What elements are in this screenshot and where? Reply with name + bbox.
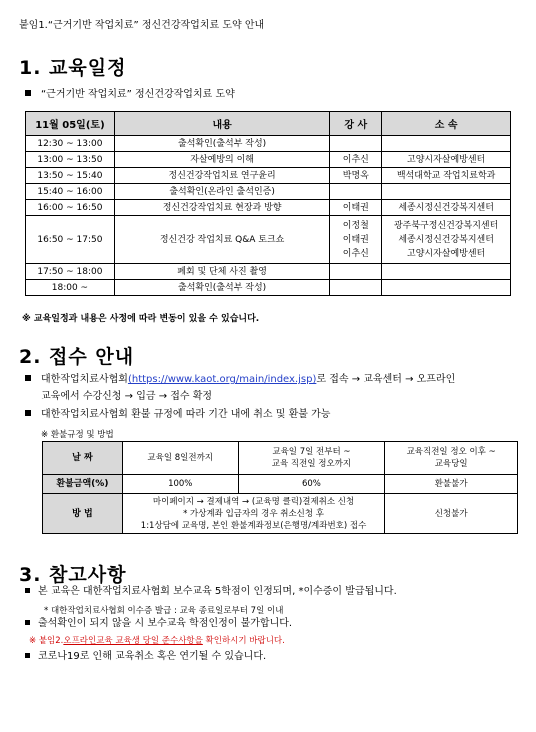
affiliation-line: 고양시자살예방센터 [407, 248, 486, 259]
section2-bullet2: 대한작업치료사협회 환불 규정에 따라 기간 내에 취소 및 환불 가능 [25, 408, 330, 422]
row-time: 15:40 ~ 16:00 [26, 184, 115, 200]
lecturer-line: 이추신 [342, 248, 369, 259]
row-time: 16:50 ~ 17:50 [26, 216, 115, 264]
row-content: 정신건강 작업치료 Q&A 토크쇼 [114, 216, 330, 264]
refund-header-date: 날 짜 [43, 442, 123, 475]
row-time: 17:50 ~ 18:00 [26, 264, 115, 280]
row-time: 16:00 ~ 16:50 [26, 200, 115, 216]
schedule-table [25, 111, 511, 296]
table-row [26, 152, 511, 168]
row-affiliation [382, 216, 511, 264]
refund-cell: 신청불가 [385, 494, 518, 534]
row-lecturer [330, 280, 382, 296]
refund-title: ※ 환불규정 및 방법 [41, 430, 114, 440]
row-affiliation [382, 264, 511, 280]
row-lecturer [330, 136, 382, 152]
section2-title: 2. 접수 안내 [19, 346, 135, 368]
refund-cell: 교육일 7일 전부터 ~ 교육 직전일 정오까지 [238, 442, 385, 475]
section2-bullet1-line2: 교육에서 수강신청 → 입금 → 접수 확정 [41, 391, 213, 402]
refund-row-date [43, 442, 518, 475]
section3-red-note: ※ 붙임2.오프라인교육 교육생 당일 준수사항을 확인하시기 바랍니다. [29, 636, 285, 646]
row-content: 출석확인(온라인 출석인증) [114, 184, 330, 200]
section3-bullet1: 본 교육은 대한작업치료사협회 보수교육 5학점이 인정되며, *이수증이 발급됩니다. [25, 585, 397, 599]
row-lecturer: 이태권 [330, 200, 382, 216]
section3-bullet2: 출석확인이 되지 않을 시 보수교육 학점인정이 불가합니다. [25, 617, 292, 631]
table-row [26, 200, 511, 216]
section1-title: 1. 교육일정 [19, 57, 127, 79]
row-lecturer [330, 264, 382, 280]
bullet-square-icon [25, 588, 30, 593]
kaot-link[interactable]: (https://www.kaot.org/main/index.jsp) [127, 374, 317, 385]
row-affiliation [382, 136, 511, 152]
row-affiliation: 백석대학교 작업치료학과 [382, 168, 511, 184]
table-row [26, 184, 511, 200]
refund-cell: 마이페이지 → 결제내역 → (교육명 클릭)결제취소 신청 * 가상계좌 입금자의 경우 취소신청 후 1:1상담에 교육명, 본인 환불계좌정보(은행명/계좌번호) 접수 [122, 494, 384, 534]
refund-header-amount: 환불금액(%) [43, 475, 123, 494]
row-affiliation: 세종시정신건강복지센터 [382, 200, 511, 216]
section3-bullet3: 코로나19로 인해 교육취소 혹은 연기될 수 있습니다. [25, 650, 266, 664]
refund-table [42, 441, 518, 534]
refund-cell: 교육일 8일전까지 [122, 442, 238, 475]
row-affiliation [382, 184, 511, 200]
bullet-square-icon [25, 620, 30, 625]
header-content: 내용 [114, 112, 330, 136]
bullet-square-icon [25, 90, 31, 96]
row-content: 출석확인(출석부 작성) [114, 136, 330, 152]
row-time: 13:50 ~ 15:40 [26, 168, 115, 184]
refund-cell: 환불불가 [385, 475, 518, 494]
row-content: 자살예방의 이해 [114, 152, 330, 168]
row-lecturer [330, 216, 382, 264]
bullet-square-icon [25, 410, 31, 416]
table-row [26, 168, 511, 184]
lecturer-line: 이정철 [342, 220, 369, 231]
refund-header-method: 방 법 [43, 494, 123, 534]
row-content: 폐회 및 단체 사진 촬영 [114, 264, 330, 280]
bullet-square-icon [25, 375, 31, 381]
attachment-label: 붙임1.“근거기반 작업치료” 정신건강작업치료 도약 안내 [19, 20, 265, 31]
row-content: 정신건강작업치료 현장과 방향 [114, 200, 330, 216]
table-row [26, 216, 511, 264]
row-time: 12:30 ~ 13:00 [26, 136, 115, 152]
row-affiliation [382, 280, 511, 296]
refund-cell: 60% [238, 475, 385, 494]
row-lecturer: 이추신 [330, 152, 382, 168]
section2-bullet1: 대한작업치료사협회(https://www.kaot.org/main/index.jsp)로 접속 → 교육센터 → 오프라인 [25, 373, 520, 387]
header-affiliation: 소 속 [382, 112, 511, 136]
refund-row-method [43, 494, 518, 534]
row-time: 18:00 ~ [26, 280, 115, 296]
row-content: 출석확인(출석부 작성) [114, 280, 330, 296]
bullet-square-icon [25, 653, 30, 658]
row-lecturer: 박명옥 [330, 168, 382, 184]
affiliation-line: 세종시정신건강복지센터 [398, 234, 494, 245]
refund-row-amount [43, 475, 518, 494]
row-lecturer [330, 184, 382, 200]
lecturer-line: 이태권 [342, 234, 369, 245]
header-date: 11월 05일(토) [26, 112, 115, 136]
row-time: 13:00 ~ 13:50 [26, 152, 115, 168]
refund-cell: 교육직전일 정오 이후 ~ 교육당일 [385, 442, 518, 475]
section3-sub1: * 대한작업치료사협회 이수증 발급 : 교육 종료일로부터 7일 이내 [44, 606, 284, 616]
schedule-note: ※ 교육일정과 내용은 사정에 따라 변동이 있을 수 있습니다. [22, 314, 260, 324]
row-affiliation: 고양시자살예방센터 [382, 152, 511, 168]
table-row [26, 264, 511, 280]
affiliation-line: 광주북구정신건강복지센터 [393, 220, 499, 231]
refund-cell: 100% [122, 475, 238, 494]
row-content: 정신건강작업치료 연구윤리 [114, 168, 330, 184]
table-row [26, 136, 511, 152]
section3-title: 3. 참고사항 [19, 564, 127, 586]
section1-subtitle: “근거기반 작업치료” 정신건강작업치료 도약 [25, 88, 235, 102]
table-header-row [26, 112, 511, 136]
header-lecturer: 강 사 [330, 112, 382, 136]
table-row [26, 280, 511, 296]
